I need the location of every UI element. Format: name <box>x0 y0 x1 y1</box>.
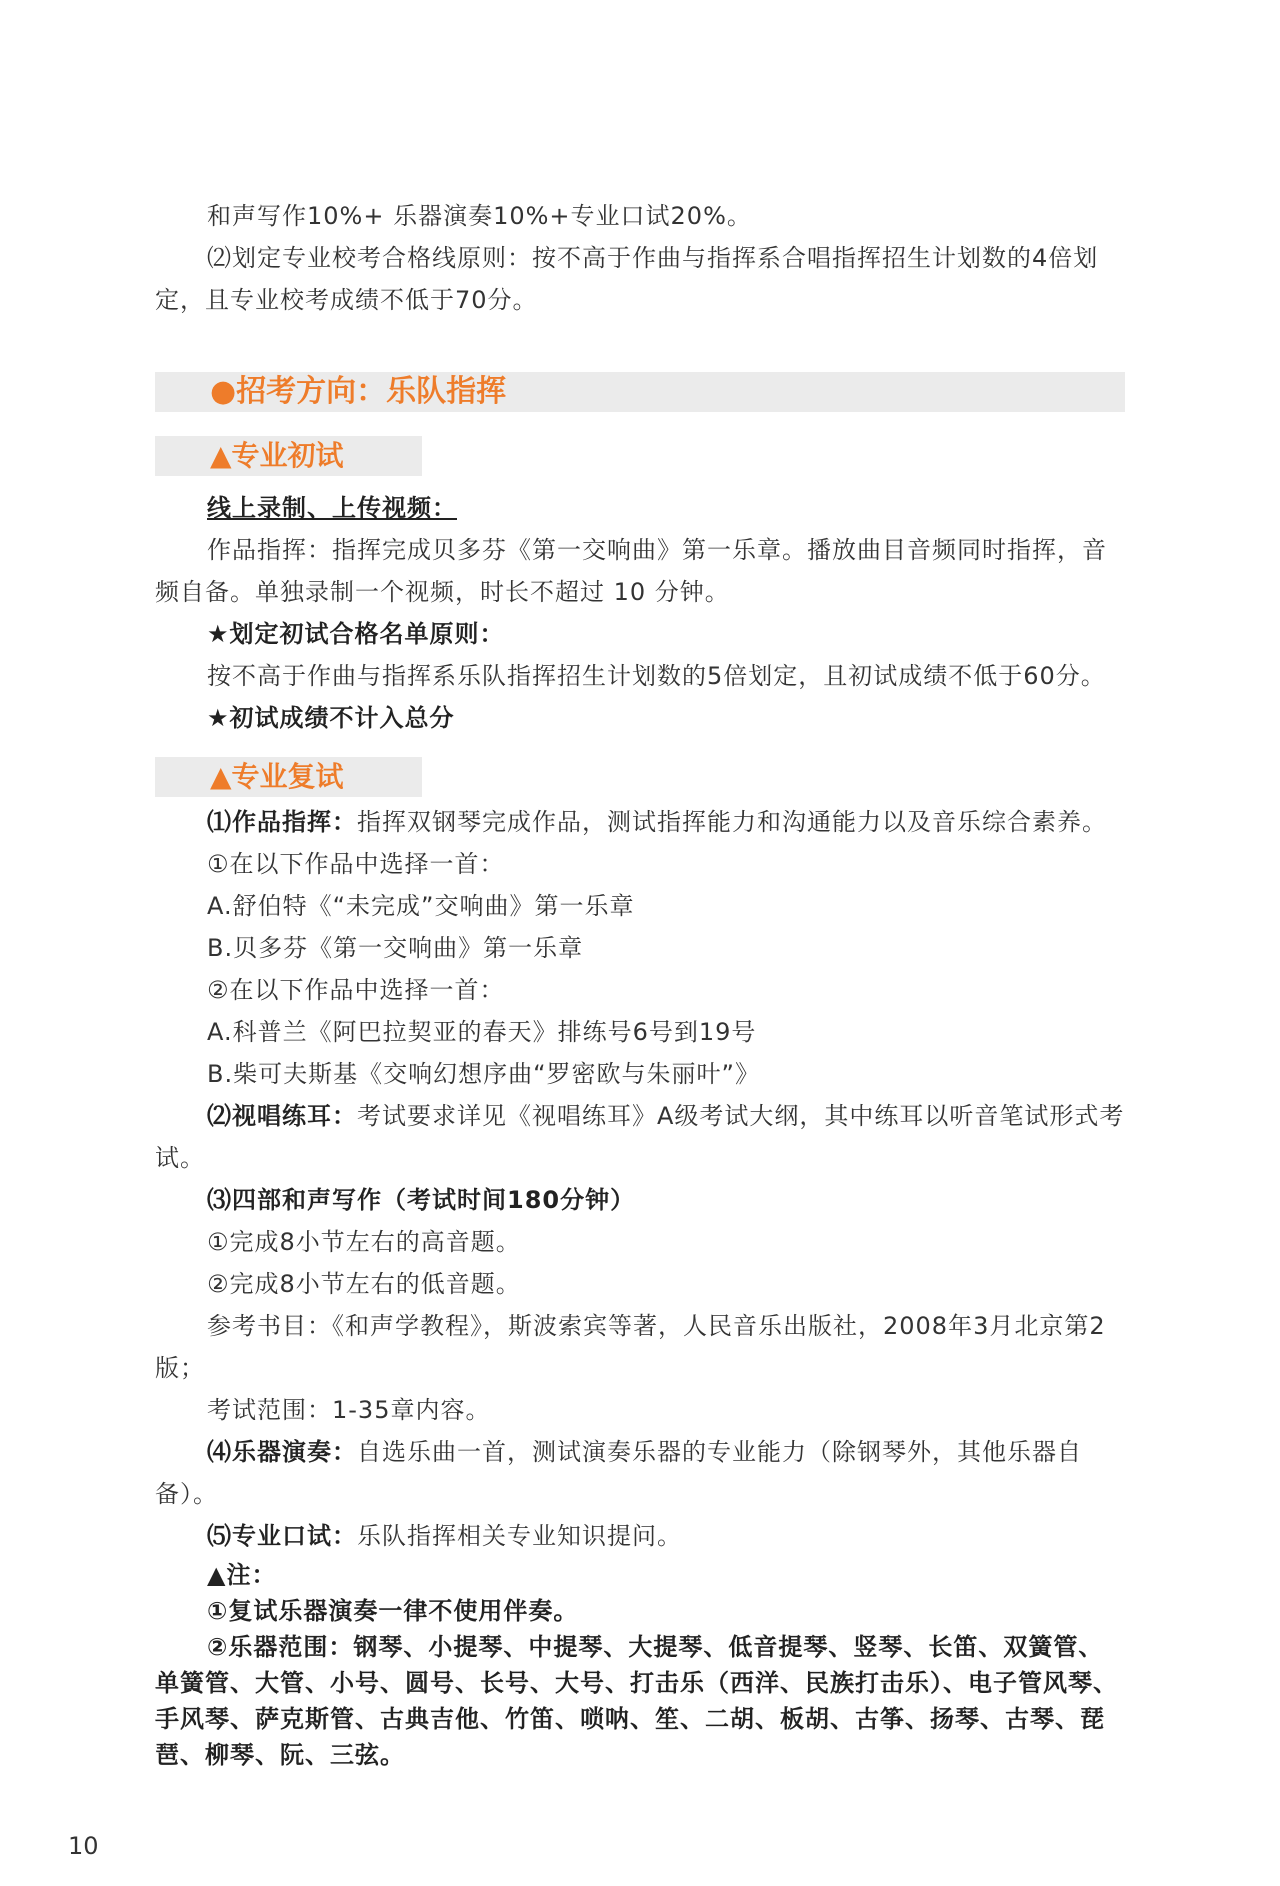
item4-label: ⑷乐器演奏： <box>207 1438 357 1466</box>
orange-dot-icon: ● <box>210 374 237 409</box>
choose1-line: ①在以下作品中选择一首： <box>207 850 505 878</box>
choose2-line: ②在以下作品中选择一首： <box>207 976 505 1004</box>
initial-test-block <box>155 487 1125 739</box>
note1-text: ①复试乐器演奏一律不使用伴奏。 <box>207 1597 579 1625</box>
item3-heading: ⑶四部和声写作（考试时间180分钟） <box>207 1186 636 1214</box>
item1-text: 指挥双钢琴完成作品，测试指挥能力和沟通能力以及音乐综合素养。 <box>357 808 1107 836</box>
item4-text: 自选乐曲一首，测试演奏乐器的专业能力（除钢琴外，其他乐器自备）。 <box>155 1438 1082 1508</box>
note-label: ▲注： <box>207 1561 277 1589</box>
item3-line-a: ①完成8小节左右的高音题。 <box>207 1228 521 1256</box>
initial-test-heading: ▲专业初试 <box>210 439 344 472</box>
pass-rule-label: ★划定初试合格名单原则： <box>207 620 505 648</box>
item2-text: 考试要求详见《视唱练耳》A级考试大纲，其中练耳以听音笔试形式考试。 <box>155 1102 1125 1172</box>
choose2-option-a: A.科普兰《阿巴拉契亚的春天》排练号6号到19号 <box>207 1018 757 1046</box>
choose1-option-b: B.贝多芬《第一交响曲》第一乐章 <box>207 934 584 962</box>
score-weights-line: 和声写作10%+ 乐器演奏10%+专业口试20%。 <box>207 202 752 230</box>
online-recording-label: 线上录制、上传视频： <box>207 494 457 522</box>
exam-scope: 考试范围：1-35章内容。 <box>207 1396 491 1424</box>
note2-text: ②乐器范围：钢琴、小提琴、中提琴、大提琴、低音提琴、竖琴、长笛、双簧管、单簧管、大管、小号、圆号、长号、大号、打击乐（西洋、民族打击乐）、电子管风琴、手风琴、萨克斯管、古典吉他、竹笛、唢呐、笙、二胡、板胡、古筝、扬琴、古琴、琵琶、柳琴、阮、三弦。 <box>155 1633 1118 1769</box>
pass-line-rule: ⑵划定专业校考合格线原则：按不高于作曲与指挥系合唱指挥招生计划数的4倍划定，且专业校考成绩不低于70分。 <box>155 244 1099 314</box>
work-conduct-text: 作品指挥：指挥完成贝多芬《第一交响曲》第一乐章。播放曲目音频同时指挥，音频自备。单独录制一个视频，时长不超过 10 分钟。 <box>155 536 1107 606</box>
item5-label: ⑸专业口试： <box>207 1522 357 1550</box>
item3-line-b: ②完成8小节左右的低音题。 <box>207 1270 521 1298</box>
choose2-option-b: B.柴可夫斯基《交响幻想序曲“罗密欧与朱丽叶”》 <box>207 1060 760 1088</box>
item1-label: ⑴作品指挥： <box>207 808 357 836</box>
item5-text: 乐队指挥相关专业知识提问。 <box>357 1522 682 1550</box>
choose1-option-a: A.舒伯特《“未完成”交响曲》第一乐章 <box>207 892 635 920</box>
reference-book: 参考书目：《和声学教程》，斯波索宾等著，人民音乐出版社，2008年3月北京第2版； <box>155 1312 1106 1382</box>
item2-label: ⑵视唱练耳： <box>207 1102 357 1130</box>
section-heading-text: 招考方向：乐队指挥 <box>236 374 507 409</box>
pass-rule-text: 按不高于作曲与指挥系乐队指挥招生计划数的5倍划定，且初试成绩不低于60分。 <box>207 662 1106 690</box>
no-total-score-note: ★初试成绩不计入总分 <box>207 704 455 732</box>
retest-heading: ▲专业复试 <box>210 760 344 793</box>
section-heading <box>210 372 506 412</box>
retest-block <box>155 801 1125 1773</box>
intro-block <box>155 195 1125 321</box>
page-number: 10 <box>68 1832 99 1860</box>
